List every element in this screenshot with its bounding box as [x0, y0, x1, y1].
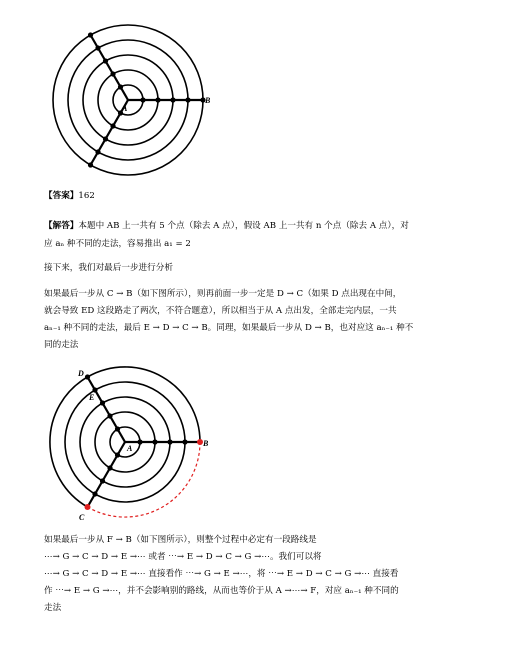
- label-a: A: [122, 104, 128, 113]
- para2-line-1: 如果最后一步从 C → B（如下图所示），则再前面一步一定是 D → C（如果 D 点出现在中间，: [44, 289, 402, 299]
- concentric-circles-figure-1: [50, 12, 220, 182]
- label-a: A: [127, 444, 133, 453]
- solution-line-2: 应 aₙ 种不同的走法，容易推出 a₁ = 2: [44, 239, 191, 249]
- solution-text-1: 本题中 AB 上一共有 5 个点（除去 A 点），假设 AB 上一共有 n 个点（除去 A 点），对: [78, 221, 409, 231]
- node: [140, 97, 145, 102]
- node: [115, 452, 120, 457]
- label-d: D: [78, 369, 84, 378]
- node: [85, 374, 90, 379]
- node: [100, 400, 105, 405]
- answer-value: 162: [78, 191, 95, 201]
- node: [92, 387, 97, 392]
- node: [88, 162, 93, 167]
- label-b: B: [203, 439, 209, 448]
- label-e: E: [89, 393, 95, 402]
- label-c: C: [79, 513, 85, 522]
- node: [103, 58, 108, 63]
- answer-label: 【答案】: [44, 191, 79, 201]
- node: [110, 123, 115, 128]
- para3-line-1: 如果最后一步从 F → B（如下图所示），则整个过程中必定有一段路线是: [44, 535, 317, 545]
- node: [95, 45, 100, 50]
- solution-line-1: [44, 220, 484, 233]
- para2-line-2: 就会导致 ED 这段路走了两次，不符合题意），所以相当于从 A 点出发，全部走完内层，一共: [44, 306, 397, 316]
- node: [110, 71, 115, 76]
- node: [103, 136, 108, 141]
- label-b: B: [205, 96, 211, 105]
- outer-arc: [50, 367, 200, 507]
- node: [107, 413, 112, 418]
- node: [185, 97, 190, 102]
- para3-line-3: ⋯→ G → C → D → E →⋯ 直接看作 ⋯→ G → E →⋯，将 ⋯→ E → D → C → G →⋯ 直接看: [44, 569, 399, 579]
- solution-label: 【解答】: [44, 221, 79, 231]
- para3-line-4: 作 ⋯→ E → G →⋯，并不会影响别的路线，从而也等价于从 A →⋯→ F，对应 aₙ₋₁ 种不同的: [44, 586, 399, 596]
- node: [95, 149, 100, 154]
- node: [170, 97, 175, 102]
- node: [167, 439, 172, 444]
- node: [107, 465, 112, 470]
- next-line: 接下来，我们对最后一步进行分析: [44, 263, 173, 273]
- answer-line: [44, 190, 484, 203]
- node: [92, 491, 97, 496]
- node: [155, 97, 160, 102]
- node: [100, 478, 105, 483]
- node-c-red: [85, 504, 91, 510]
- node: [115, 426, 120, 431]
- para3-line-5: 走法: [44, 603, 62, 613]
- para2-line-3: aₙ₋₁ 种不同的走法，最后 E → D → C → B。同理，如果最后一步从 D → B，也对应这 aₙ₋₁ 种不: [44, 323, 414, 333]
- node: [137, 439, 142, 444]
- concentric-circles-figure-2: [45, 362, 225, 527]
- node: [152, 439, 157, 444]
- node: [118, 84, 123, 89]
- para3-line-2: ⋯→ G → C → D → E →⋯ 或者 ⋯→ E → D → C → G →⋯。我们可以将: [44, 552, 322, 562]
- node: [182, 439, 187, 444]
- node: [88, 32, 93, 37]
- para2-line-4: 同的走法: [44, 340, 79, 350]
